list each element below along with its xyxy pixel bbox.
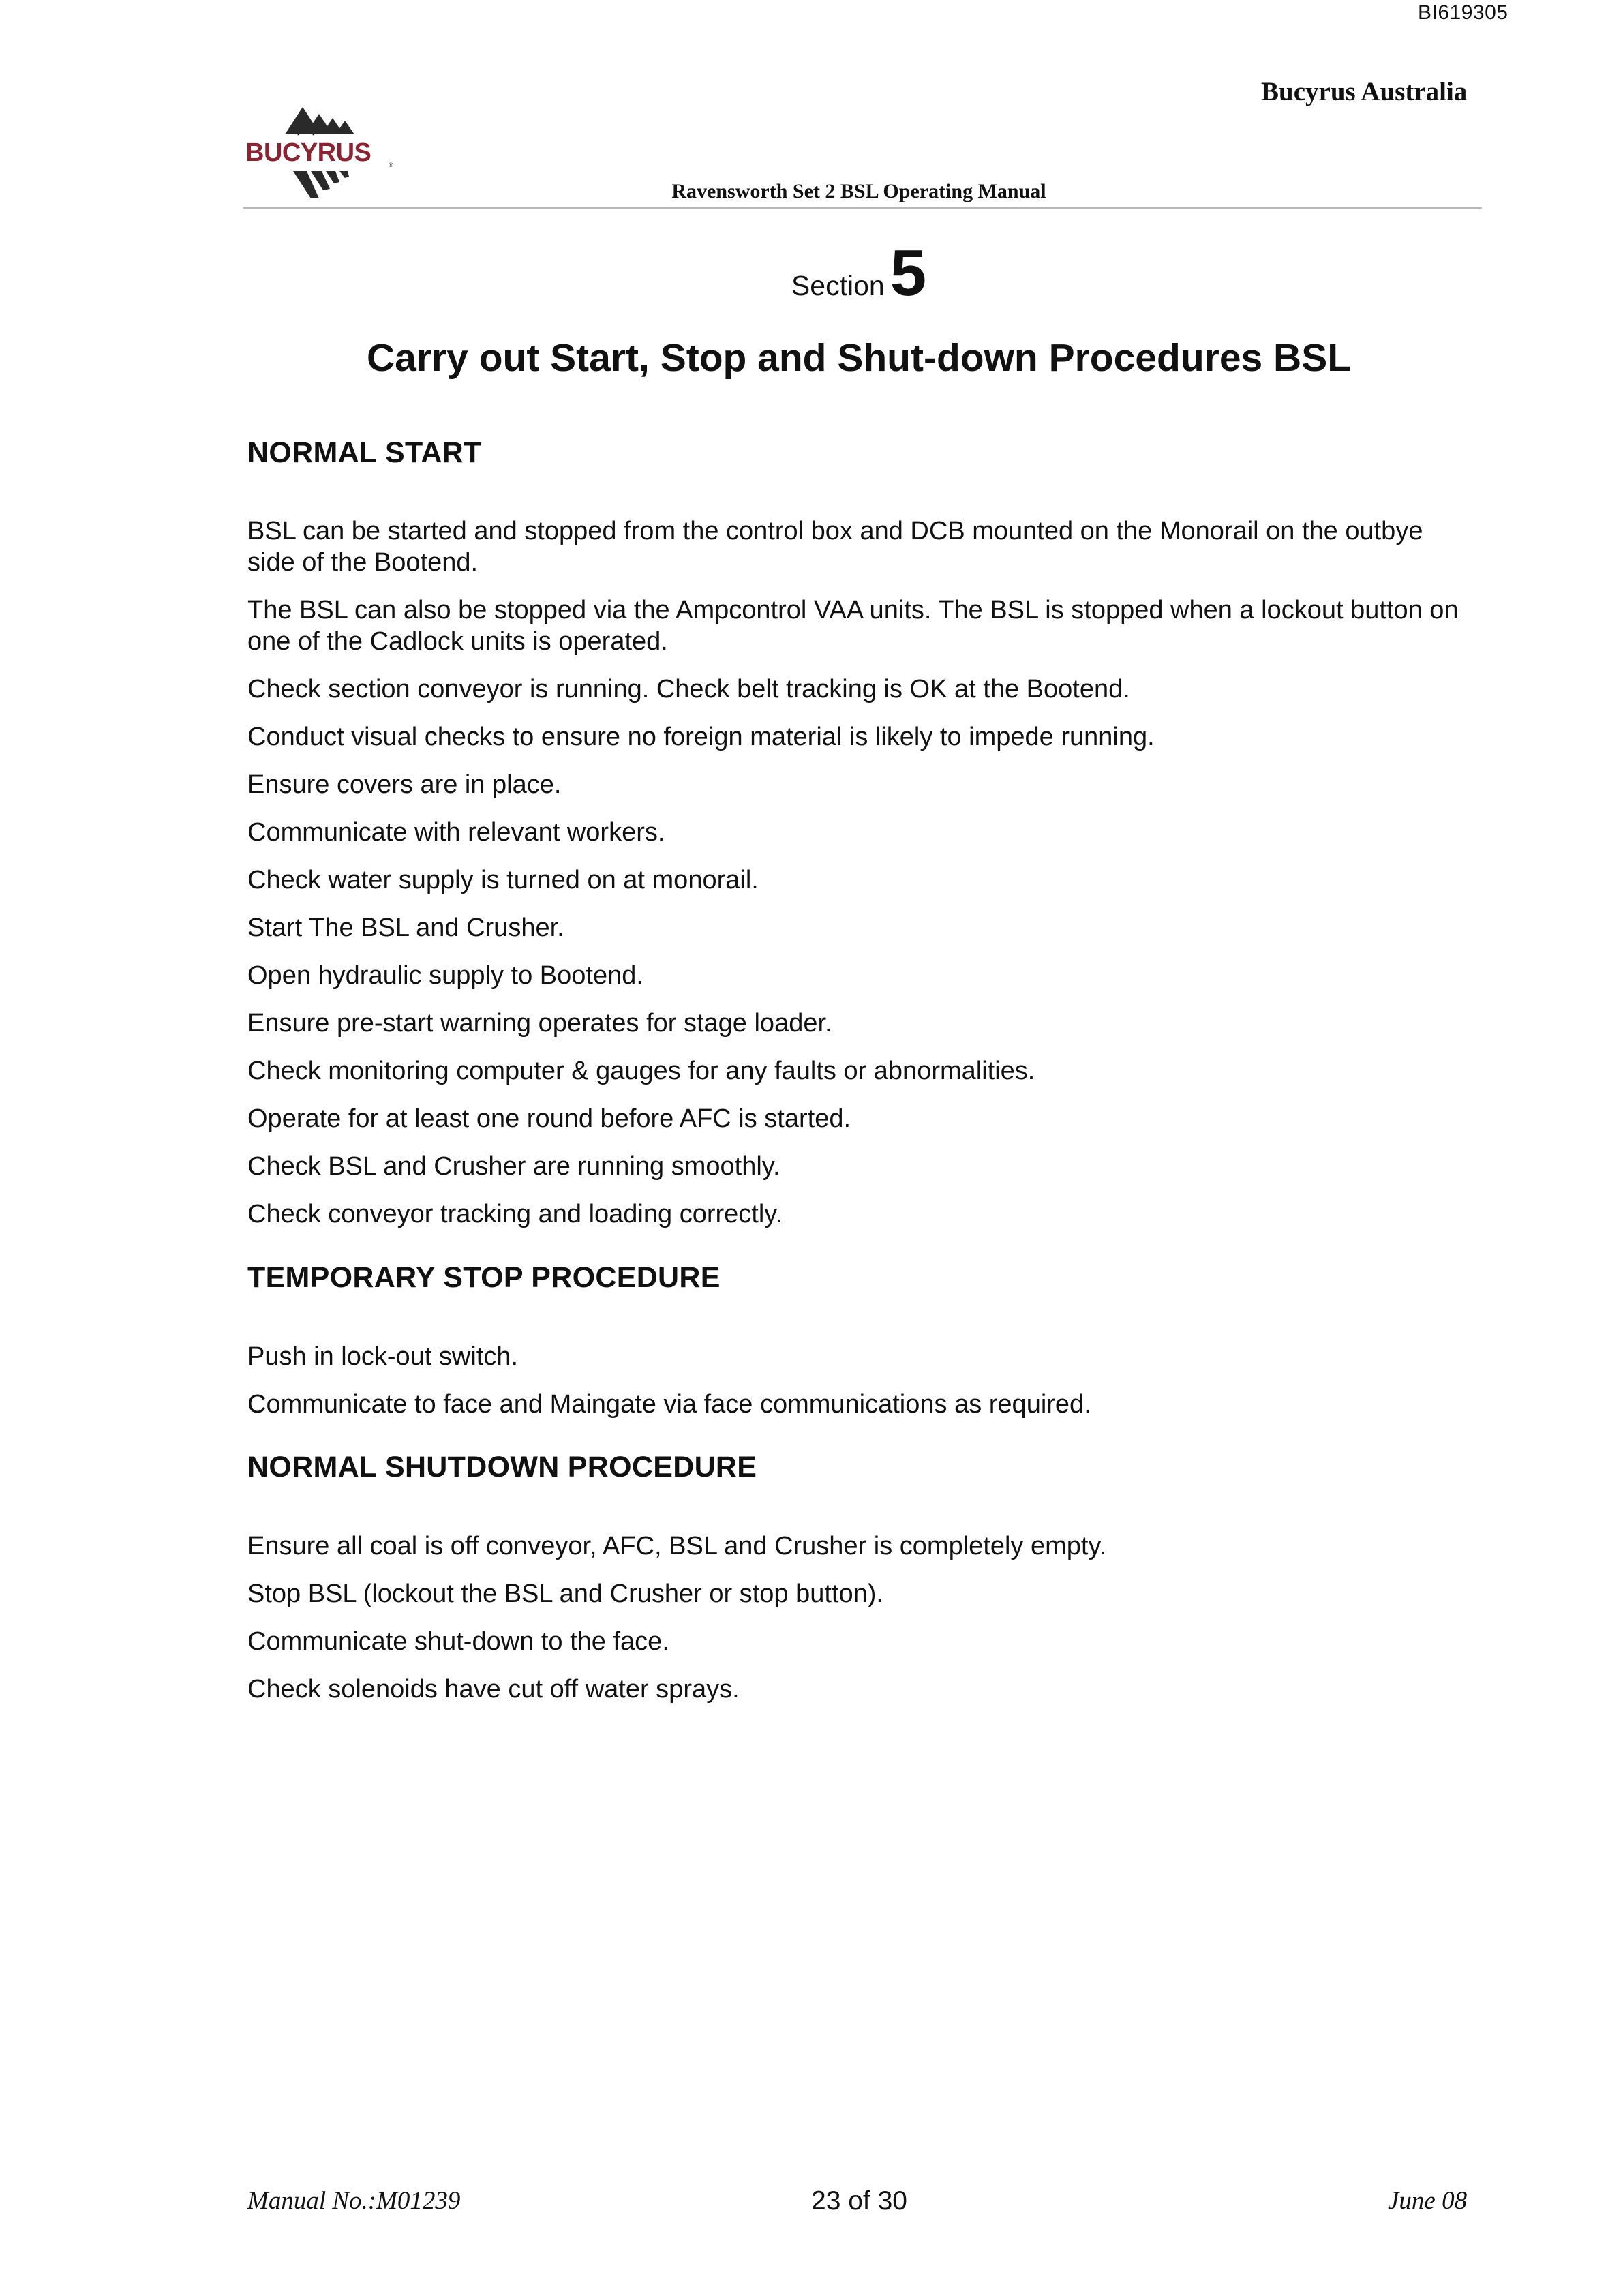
section-label	[0, 236, 1623, 311]
svg-text:BUCYRUS: BUCYRUS	[245, 138, 371, 167]
header-divider	[243, 207, 1482, 209]
normal-start-step-12: Operate for at least one round before AFC is started.	[247, 1104, 851, 1133]
normal-shutdown-step-2: Stop BSL (lockout the BSL and Crusher or stop button).	[247, 1580, 883, 1608]
normal-start-step-13: Check BSL and Crusher are running smoothly.	[247, 1152, 780, 1181]
normal-start-step-11: Check monitoring computer & gauges for any faults or abnormalities.	[247, 1057, 1035, 1085]
normal-start-step-2: The BSL can also be stopped via the Ampcontrol VAA units. The BSL is stopped when a lockout button on one of the Cadlock units is operated.	[247, 596, 1459, 656]
normal-start-step-14: Check conveyor tracking and loading correctly.	[247, 1200, 783, 1228]
company-name: Bucyrus Australia	[1261, 77, 1468, 106]
normal-shutdown-step-4: Check solenoids have cut off water sprays.	[247, 1675, 740, 1704]
normal-start-step-7: Check water supply is turned on at monorail.	[247, 866, 759, 894]
normal-start-step-4: Conduct visual checks to ensure no foreign material is likely to impede running.	[247, 723, 1155, 751]
normal-shutdown-step-3: Communicate shut-down to the face.	[247, 1627, 669, 1656]
normal-start-step-1: BSL can be started and stopped from the control box and DCB mounted on the Monorail on the outbye side of the Bootend.	[247, 517, 1423, 577]
normal-start-step-6: Communicate with relevant workers.	[247, 818, 665, 847]
temporary-stop-step-1: Push in lock-out switch.	[247, 1342, 519, 1371]
normal-shutdown-step-1: Ensure all coal is off conveyor, AFC, BSL and Crusher is completely empty.	[247, 1532, 1107, 1560]
normal-start-step-9: Open hydraulic supply to Bootend.	[247, 961, 643, 990]
normal-start-step-3: Check section conveyor is running. Check belt tracking is OK at the Bootend.	[247, 675, 1130, 704]
footer-date: June 08	[1388, 2187, 1468, 2215]
normal-start-step-8: Start The BSL and Crusher.	[247, 913, 564, 942]
document-id: BI619305	[1418, 1, 1508, 24]
footer-manual-number: Manual No.:M01239	[247, 2187, 461, 2215]
page-title: Carry out Start, Stop and Shut-down Procedures BSL	[366, 336, 1352, 380]
heading-temporary-stop: TEMPORARY STOP PROCEDURE	[247, 1261, 721, 1294]
temporary-stop-step-2: Communicate to face and Maingate via face communications as required.	[247, 1390, 1091, 1419]
manual-title: Ravensworth Set 2 BSL Operating Manual	[671, 180, 1046, 202]
section-number: 5	[890, 237, 927, 309]
normal-start-step-10: Ensure pre-start warning operates for stage loader.	[247, 1009, 832, 1038]
normal-start-step-5: Ensure covers are in place.	[247, 770, 562, 799]
heading-normal-start: NORMAL START	[247, 436, 482, 469]
section-word: Section	[791, 270, 885, 301]
footer-page-number: 23 of 30	[811, 2186, 907, 2216]
svg-text:®: ®	[389, 162, 393, 168]
heading-normal-shutdown: NORMAL SHUTDOWN PROCEDURE	[247, 1451, 757, 1483]
